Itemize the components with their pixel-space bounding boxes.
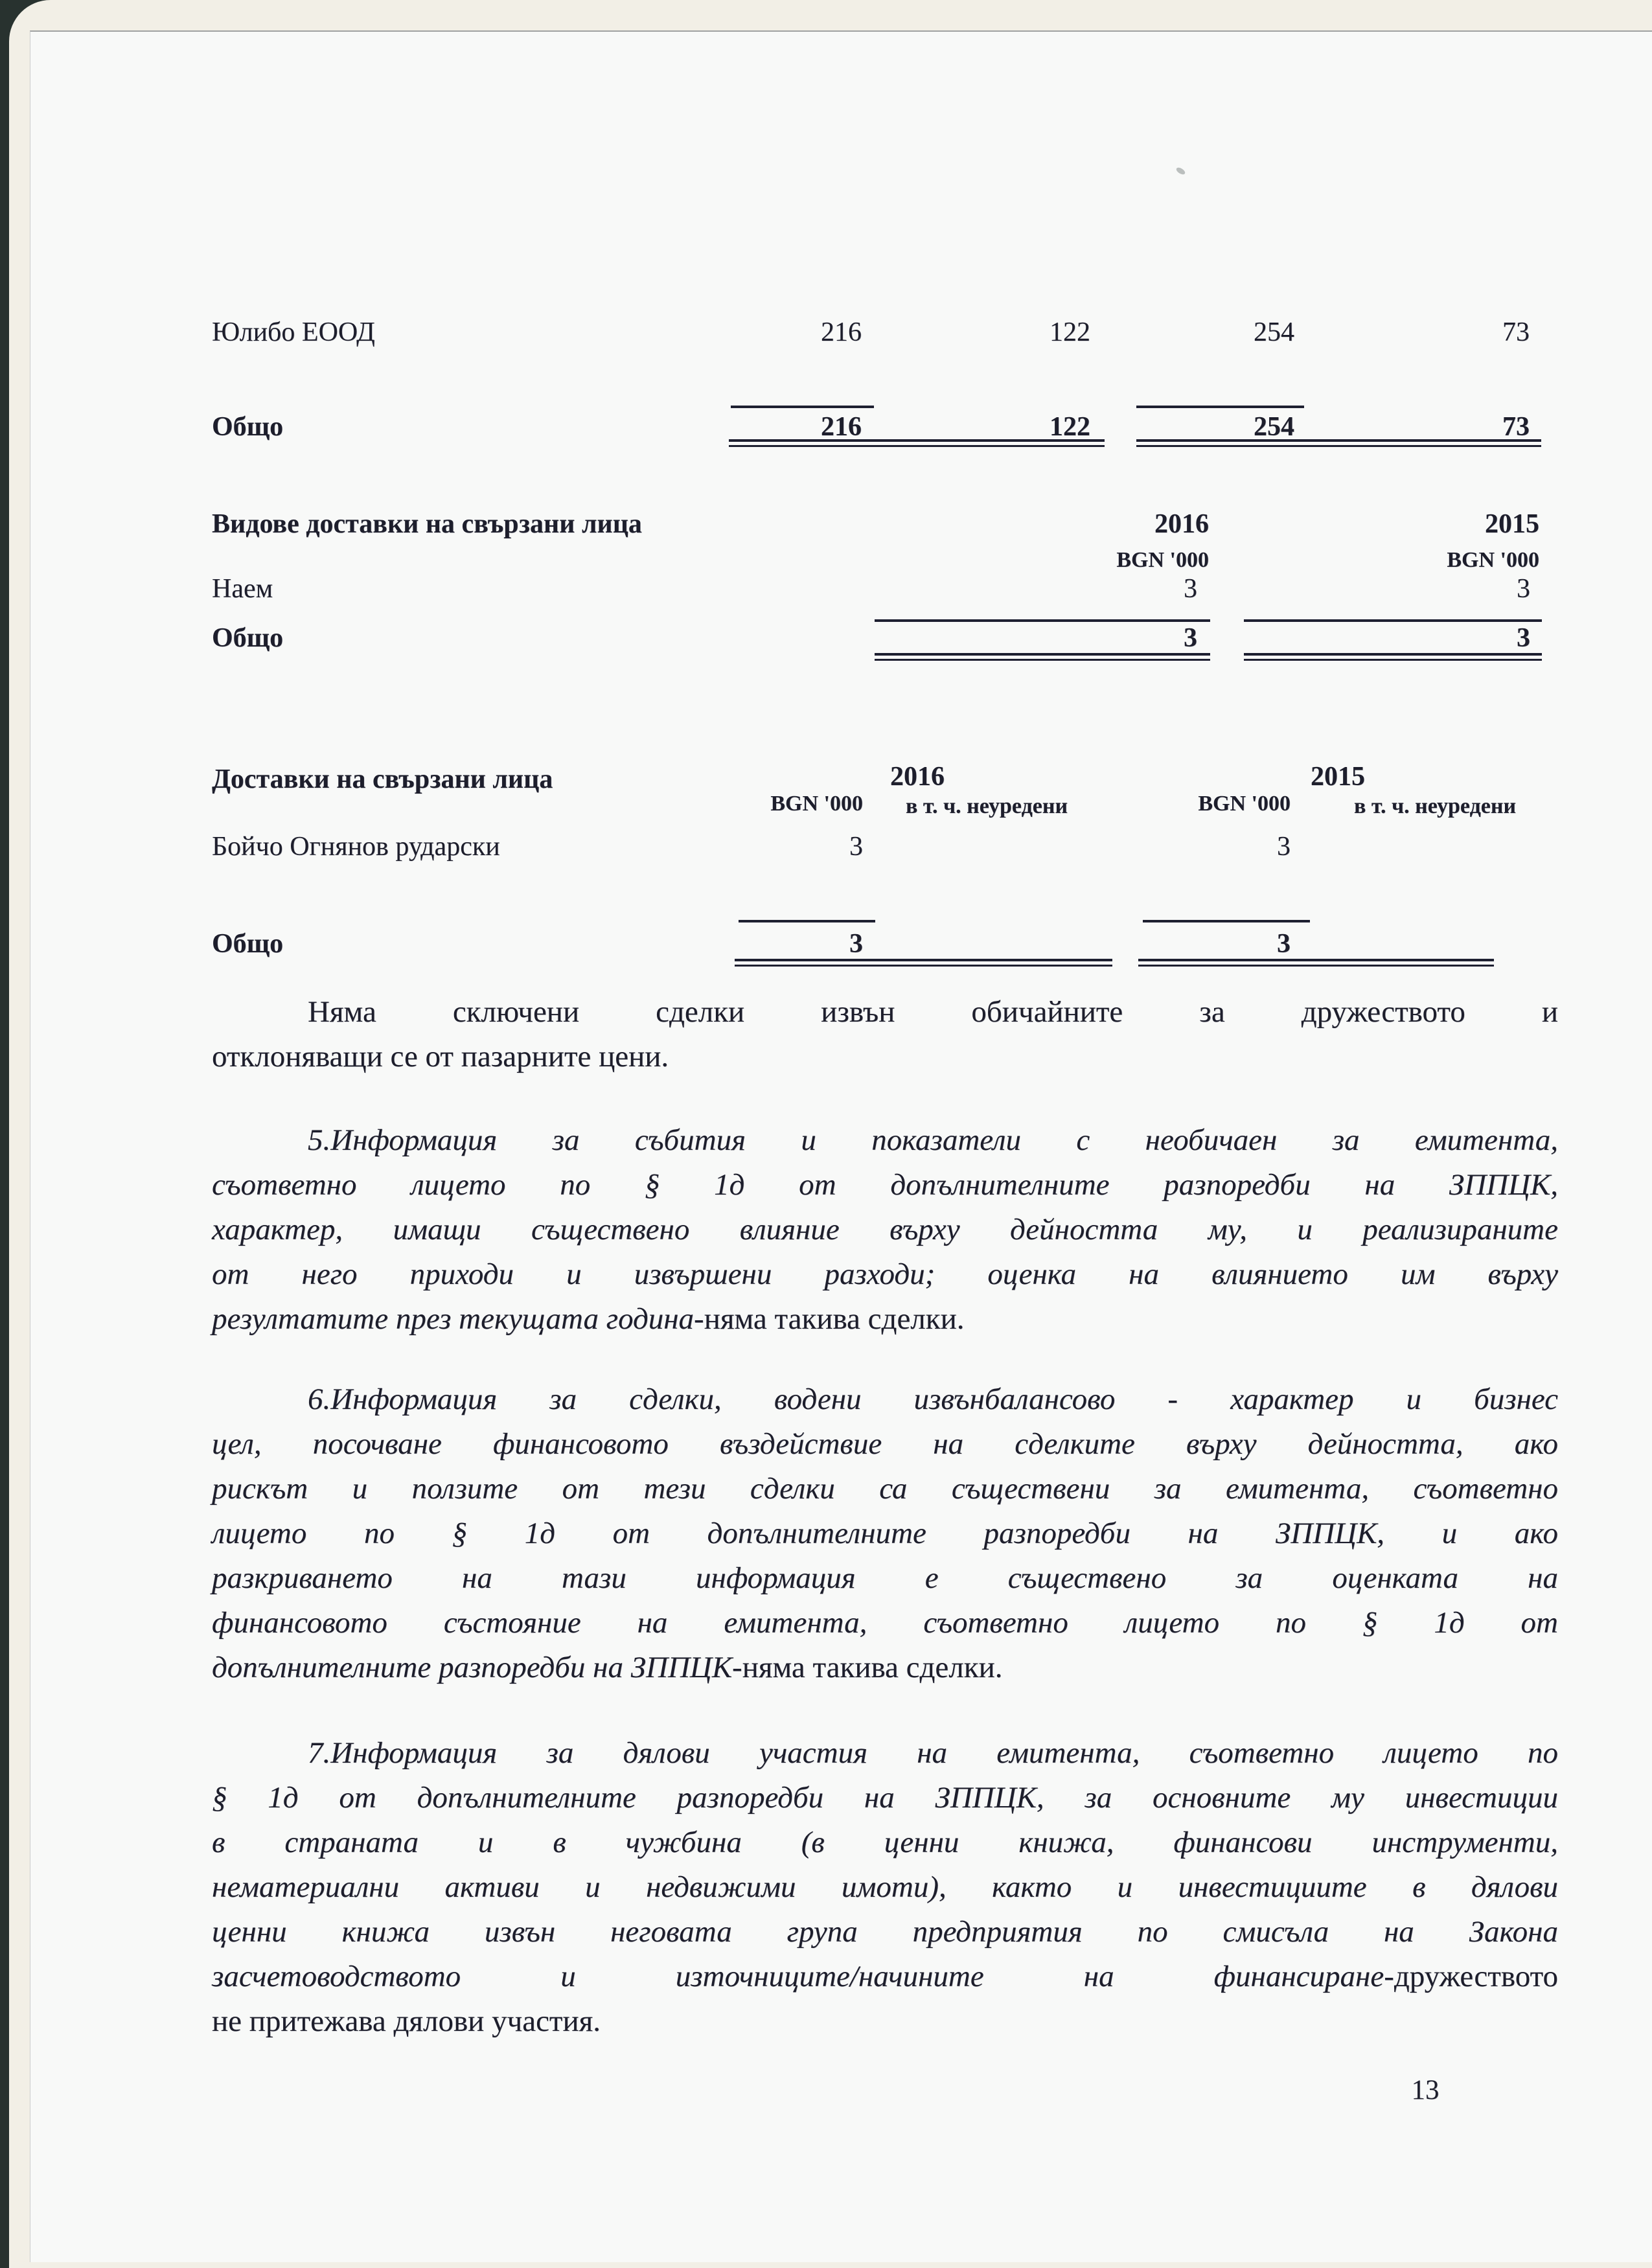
table3-unit-2016: BGN '000 <box>770 792 863 816</box>
text-line: финансовото състояние на емитента, съответно лицето по § 1д от <box>212 1606 1558 1640</box>
table3-row-value: 3 <box>1277 832 1291 862</box>
table3-total-double-underline-right <box>1138 959 1494 967</box>
text-line: Няма сключени сделки извън обичайните за дружеството и <box>308 995 1558 1029</box>
table3-total-overline-right <box>1143 920 1310 922</box>
table2-year-2015: 2015 <box>1485 509 1539 539</box>
table3-row-value: 3 <box>849 832 863 862</box>
table1-row-value: 73 <box>1502 317 1530 347</box>
table3-total-value: 3 <box>1277 929 1291 959</box>
text-line: цел, посочване финансовото въздействие на сделките върху дейността, ако <box>212 1427 1558 1461</box>
table3-subcol-2015: в т. ч. неуредени <box>1354 794 1517 818</box>
text-line: 6.Информация за сделки, водени извънбалансово - характер и бизнес <box>308 1382 1558 1416</box>
table2-total-label: Общо <box>212 623 284 653</box>
text-line: отклоняващи се от пазарните цени. <box>212 1040 669 1073</box>
table2-row-label: Наем <box>212 574 273 604</box>
text-line: разкриването на тази информация е съществено за оценката на <box>212 1561 1558 1595</box>
table3-unit-2015: BGN '000 <box>1198 792 1291 816</box>
table3-subcol-2016: в т. ч. неуредени <box>906 794 1068 818</box>
text-line: нематериални активи и недвижими имоти), както и инвестициите в дялови <box>212 1870 1558 1904</box>
table2-row-value: 3 <box>1517 574 1530 604</box>
text-line: ценни книжа извън неговата група предприятия по смисъла на Закона <box>212 1915 1558 1949</box>
table1-row-value: 254 <box>1254 317 1294 347</box>
text-line: от него приходи и извършени разходи; оценка на влиянието им върху <box>212 1257 1558 1291</box>
table2-year-2016: 2016 <box>1154 509 1209 539</box>
table1-total-value: 122 <box>1050 412 1090 442</box>
table1-total-value: 216 <box>821 412 862 442</box>
table1-total-double-underline-left <box>729 439 1105 447</box>
table1-total-overline-right <box>1136 406 1304 408</box>
table3-total-double-underline-left <box>735 959 1112 967</box>
table1-total-double-underline-right <box>1136 439 1541 447</box>
text-line: 7.Информация за дялови участия на емитента, съответно лицето по <box>308 1736 1558 1770</box>
text-line: съответно лицето по § 1д от допълнителните разпоредби на ЗППЦК, <box>212 1168 1558 1202</box>
table3-total-label: Общо <box>212 929 284 959</box>
table2-total-value: 3 <box>1517 623 1530 653</box>
table3-total-value: 3 <box>849 929 863 959</box>
text-line: лицето по § 1д от допълнителните разпоредби на ЗППЦК, и ако <box>212 1517 1558 1550</box>
text-line: § 1д от допълнителните разпоредби на ЗППЦК, за основните му инвестиции <box>212 1781 1558 1815</box>
table2-total-overline-right <box>1244 619 1542 622</box>
table3-year-2015: 2015 <box>1311 762 1365 792</box>
upright-segment: няма такива сделки. <box>742 1651 1003 1684</box>
table3-year-2016: 2016 <box>890 762 945 792</box>
table2-total-overline-left <box>875 619 1210 622</box>
text-line: не притежава дялови участия. <box>212 2004 601 2038</box>
text-line: характер, имащи съществено влияние върху дейността му, и реализираните <box>212 1213 1558 1246</box>
table3-total-overline-left <box>739 920 875 922</box>
upright-segment: дружеството <box>1394 1960 1558 1993</box>
table1-row-value: 122 <box>1050 317 1090 347</box>
table1-row-value: 216 <box>821 317 862 347</box>
upright-segment: няма такива сделки. <box>704 1302 965 1336</box>
table2-unit-2015: BGN '000 <box>1447 548 1539 572</box>
table2-title: Видове доставки на свързани лица <box>212 509 642 539</box>
table3-row-label: Бойчо Огнянов рударски <box>212 832 500 862</box>
paragraph-item7 <box>212 1731 1558 2044</box>
table2-total-value: 3 <box>1184 623 1197 653</box>
table2-total-double-underline-left <box>875 653 1210 661</box>
text-line <box>212 1645 1558 1690</box>
table2-row-value: 3 <box>1184 574 1197 604</box>
text-line: 5.Информация за събития и показатели с необичаен за емитента, <box>308 1123 1558 1157</box>
table1-total-overline-left <box>731 406 874 408</box>
table3-title: Доставки на свързани лица <box>212 764 553 794</box>
paragraph-no-unusual-deals <box>212 990 1558 1079</box>
italic-segment: засчетоводството и източниците/начините на финансиране- <box>212 1960 1394 1993</box>
italic-segment: допълнителните разпоредби на ЗППЦК- <box>212 1651 742 1684</box>
text-line: в страната и в чужбина (в ценни книжа, финансови инструменти, <box>212 1826 1558 1859</box>
paragraph-item5 <box>212 1118 1558 1342</box>
text-line <box>212 1297 1558 1342</box>
italic-segment: резултатите през текущата година- <box>212 1302 704 1336</box>
table1-total-value: 254 <box>1254 412 1294 442</box>
table1-row-label: Юлибо ЕООД <box>212 317 375 347</box>
text-line <box>212 1954 1558 1999</box>
page-number: 13 <box>1411 2075 1440 2105</box>
table2-total-double-underline-right <box>1244 653 1542 661</box>
table2-unit-2016: BGN '000 <box>1116 548 1209 572</box>
text-line: рискът и ползите от тези сделки са съществени за емитента, съответно <box>212 1472 1558 1506</box>
table1-total-label: Общо <box>212 412 284 442</box>
paragraph-item6 <box>212 1377 1558 1690</box>
table1-total-value: 73 <box>1502 412 1530 442</box>
